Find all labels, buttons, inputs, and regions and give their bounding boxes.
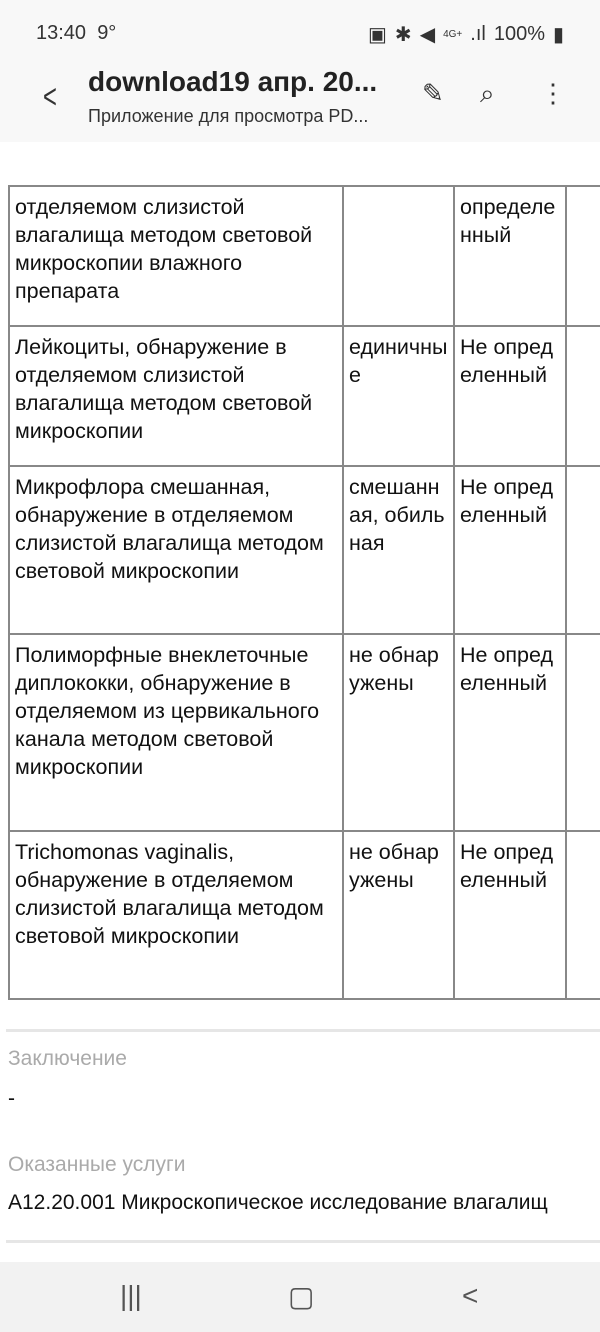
home-icon[interactable]: ▢ bbox=[288, 1281, 315, 1312]
search-icon[interactable]: ⌕ bbox=[480, 78, 495, 108]
nav-back-icon[interactable]: < bbox=[462, 1280, 479, 1311]
temperature: 9° bbox=[97, 22, 117, 44]
clock: 13:40 bbox=[36, 22, 87, 44]
test-value: не обнаружены bbox=[343, 634, 454, 831]
test-value bbox=[343, 186, 454, 326]
divider bbox=[6, 1029, 600, 1032]
test-reference: Не определенный bbox=[454, 326, 566, 466]
back-button[interactable]: < bbox=[42, 78, 57, 116]
test-reference: определенный bbox=[454, 186, 566, 326]
results-table bbox=[8, 185, 600, 1000]
services-label: Оказанные услуги bbox=[8, 1153, 186, 1176]
navigation-bar bbox=[0, 1262, 600, 1332]
table-row bbox=[9, 831, 600, 999]
test-value: не обнаружены bbox=[343, 831, 454, 999]
bluetooth-icon: ✱ bbox=[394, 24, 412, 46]
edit-icon[interactable]: ✎ bbox=[422, 78, 444, 108]
battery-saver-icon: ▣ bbox=[368, 24, 387, 46]
test-name: отделяемом слизистой влагалища методом световой микроскопии влажного препарата bbox=[9, 186, 343, 326]
test-name: Микрофлора смешанная, обнаружение в отделяемом слизистой влагалища методом световой микроскопии bbox=[9, 466, 343, 634]
table-row bbox=[9, 634, 600, 831]
battery-level: 100% bbox=[493, 23, 545, 45]
test-value: единичные bbox=[343, 326, 454, 466]
status-bar bbox=[0, 0, 600, 62]
divider bbox=[6, 1240, 600, 1243]
more-options-icon[interactable]: ⋮ bbox=[540, 78, 566, 108]
test-name: Полиморфные внеклеточные диплококки, обнаружение в отделяемом из цервикального канала методом световой микроскопии bbox=[9, 634, 343, 831]
test-reference: Не определенный bbox=[454, 634, 566, 831]
test-value: смешанная, обильная bbox=[343, 466, 454, 634]
table-row bbox=[9, 326, 600, 466]
test-reference: Не определенный bbox=[454, 466, 566, 634]
test-name: Лейкоциты, обнаружение в отделяемом слизистой влагалища методом световой микроскопии bbox=[9, 326, 343, 466]
network-type: 4G+ bbox=[443, 29, 463, 40]
app-bar bbox=[0, 62, 600, 142]
signal-icon: .ıl bbox=[470, 23, 486, 45]
conclusion-label: Заключение bbox=[8, 1047, 127, 1070]
mute-icon: ◀ bbox=[419, 24, 436, 46]
app-subtitle: Приложение для просмотра PD... bbox=[88, 106, 369, 126]
table-row bbox=[9, 466, 600, 634]
recent-apps-icon[interactable]: ||| bbox=[120, 1280, 142, 1311]
test-reference: Не определенный bbox=[454, 831, 566, 999]
table-row bbox=[9, 186, 600, 326]
battery-icon: ▮ bbox=[552, 24, 564, 46]
conclusion-value: - bbox=[8, 1087, 15, 1110]
services-value: A12.20.001 Микроскопическое исследование влагалищ bbox=[8, 1191, 548, 1214]
test-name: Trichomonas vaginalis, обнаружение в отделяемом слизистой влагалища методом световой микроскопии bbox=[9, 831, 343, 999]
document-title: download19 апр. 20... bbox=[88, 66, 378, 97]
